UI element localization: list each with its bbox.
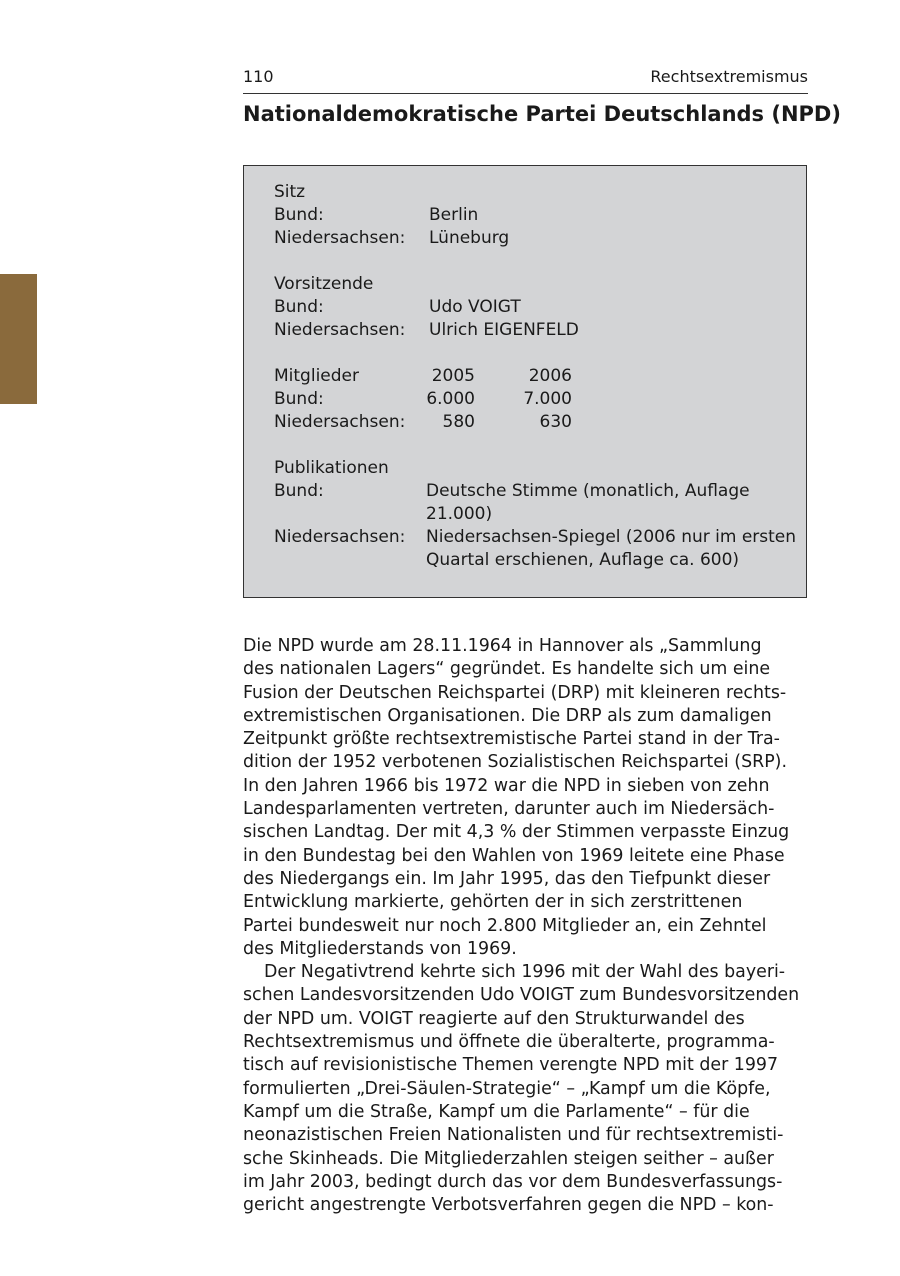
body-line: tisch auf revisionistische Themen verengte NPD mit der 1997 (243, 1055, 779, 1076)
body-line: des Niedergangs ein. Im Jahr 1995, das den Tiefpunkt dieser (243, 868, 771, 889)
mitglieder-heading: Mitglieder (274, 366, 359, 386)
body-line: sischen Landtag. Der mit 4,3 % der Stimmen verpasste Einzug (243, 822, 790, 843)
body-line: neonazistischen Freien Nationalisten und für rechtsextremisti- (243, 1125, 784, 1146)
body-line: dition der 1952 verbotenen Sozialistischen Reichspartei (SRP). (243, 752, 787, 773)
vorsitzende-bund-label: Bund: (274, 297, 324, 317)
mitglieder-nds-2006: 630 (539, 412, 572, 432)
body-line: Kampf um die Straße, Kampf um die Parlamente“ – für die (243, 1101, 750, 1122)
body-line: der NPD um. VOIGT reagierte auf den Strukturwandel des (243, 1008, 745, 1029)
publikationen-bund-line-2: 21.000) (426, 504, 493, 524)
body-line: gericht angestrengte Verbotsverfahren gegen die NPD – kon- (243, 1195, 774, 1216)
body-line: Partei bundesweit nur noch 2.800 Mitglieder an, ein Zehntel (243, 915, 767, 936)
publikationen-nds-label: Niedersachsen: (274, 527, 406, 547)
chapter-tab-marker (0, 274, 37, 404)
party-info-box (243, 165, 807, 598)
mitglieder-nds-2005: 580 (442, 412, 475, 432)
publikationen-bund-label: Bund: (274, 481, 324, 501)
vorsitzende-nds-label: Niedersachsen: (274, 320, 406, 340)
body-line: Der Negativtrend kehrte sich 1996 mit der Wahl des bayeri- (264, 962, 786, 983)
vorsitzende-heading: Vorsitzende (274, 274, 374, 294)
body-line: des nationalen Lagers“ gegründet. Es handelte sich um eine (243, 659, 771, 680)
sitz-nds-value: Lüneburg (429, 228, 510, 248)
vorsitzende-nds-value: Ulrich EIGENFELD (429, 320, 579, 340)
publikationen-bund-line-1: Deutsche Stimme (monatlich, Auflage (426, 481, 750, 501)
sitz-bund-value: Berlin (429, 205, 479, 225)
body-line: sche Skinheads. Die Mitgliederzahlen steigen seither – außer (243, 1148, 774, 1169)
mitglieder-nds-label: Niedersachsen: (274, 412, 406, 432)
body-line: Rechtsextremismus und öffnete die überalterte, programma- (243, 1032, 775, 1053)
mitglieder-year-2006: 2006 (528, 366, 572, 386)
sitz-bund-label: Bund: (274, 205, 324, 225)
body-text (243, 635, 809, 1217)
mitglieder-bund-2006: 7.000 (523, 389, 572, 409)
mitglieder-year-2005: 2005 (431, 366, 475, 386)
mitglieder-bund-label: Bund: (274, 389, 324, 409)
body-line: des Mitgliederstands von 1969. (243, 938, 517, 959)
publikationen-nds-line-2: Quartal erschienen, Auflage ca. 600) (426, 550, 740, 570)
sitz-heading: Sitz (274, 182, 306, 202)
body-line: schen Landesvorsitzenden Udo VOIGT zum Bundesvorsitzenden (243, 985, 800, 1006)
page-header (243, 66, 808, 94)
body-line: formulierten „Drei-Säulen-Strategie“ – „Kampf um die Köpfe, (243, 1078, 771, 1099)
body-line: In den Jahren 1966 bis 1972 war die NPD in sieben von zehn (243, 775, 770, 796)
body-line: Landesparlamenten vertreten, darunter auch im Niedersäch- (243, 799, 775, 820)
publikationen-nds-line-1: Niedersachsen-Spiegel (2006 nur im ersten (426, 527, 797, 547)
body-line: im Jahr 2003, bedingt durch das vor dem Bundesverfassungs- (243, 1171, 783, 1192)
body-line: in den Bundestag bei den Wahlen von 1969 leitete eine Phase (243, 845, 785, 866)
section-title: Nationaldemokratische Partei Deutschlands (NPD) (243, 102, 841, 126)
body-line: Die NPD wurde am 28.11.1964 in Hannover als „Sammlung (243, 636, 762, 656)
mitglieder-bund-2005: 6.000 (426, 389, 475, 409)
vorsitzende-bund-value: Udo VOIGT (429, 297, 521, 317)
page-number: 110 (243, 67, 274, 86)
body-line: Zeitpunkt größte rechtsextremistische Partei stand in der Tra- (243, 729, 780, 750)
publikationen-heading: Publikationen (274, 458, 389, 478)
body-line: Entwicklung markierte, gehörten der in sich zerstrittenen (243, 892, 743, 913)
body-line: Fusion der Deutschen Reichspartei (DRP) mit kleineren rechts- (243, 682, 787, 703)
running-title: Rechtsextremismus (650, 67, 808, 86)
sitz-nds-label: Niedersachsen: (274, 228, 406, 248)
body-line: extremistischen Organisationen. Die DRP als zum damaligen (243, 705, 772, 726)
